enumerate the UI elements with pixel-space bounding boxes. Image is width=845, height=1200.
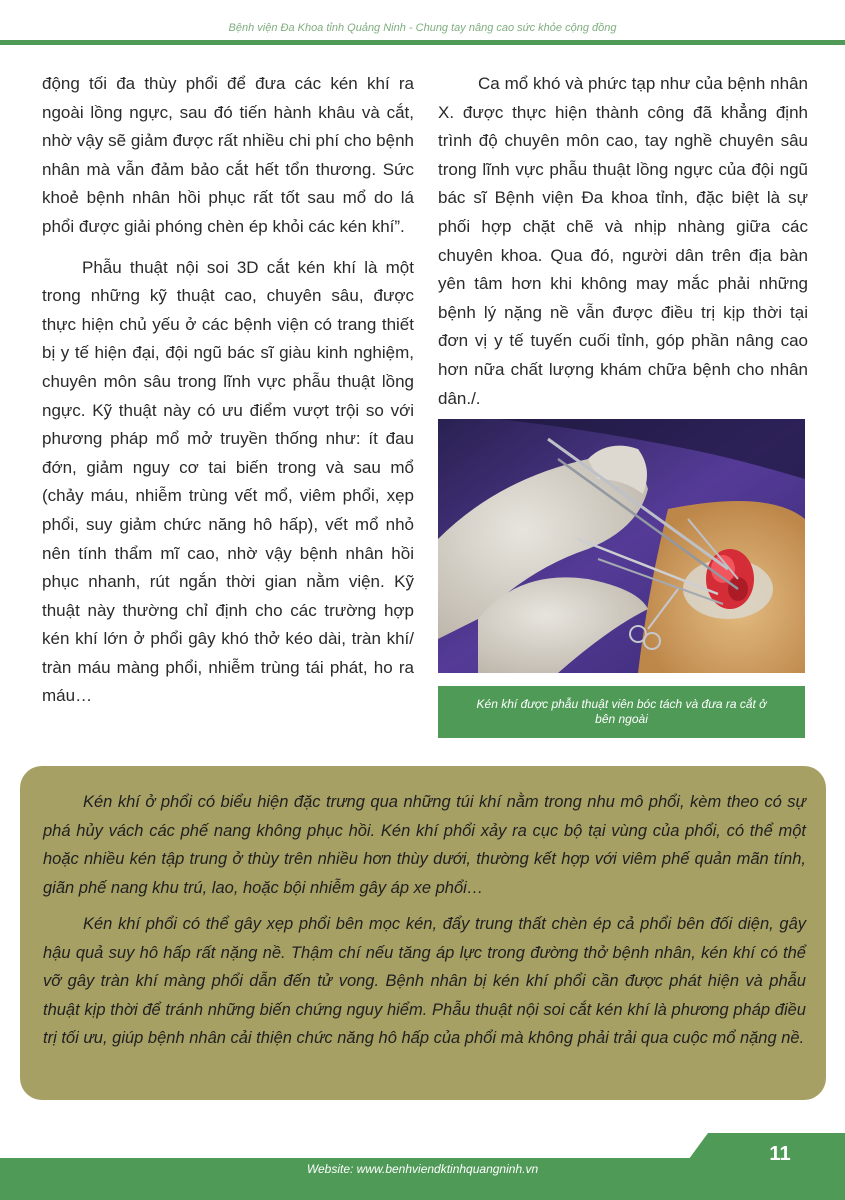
photo-caption: Kén khí được phẫu thuật viên bóc tách và đưa ra cắt ở bên ngoài — [438, 686, 805, 738]
surgery-photo-illustration — [438, 419, 805, 673]
right-paragraph-1: Ca mổ khó và phức tạp như của bệnh nhân X. được thực hiện thành công đã khẳng định trình độ chuyên môn cao, tay nghề chuyên sâu trong lĩnh vực phẫu thuật lồng ngực của đội ngũ bác sĩ Bệnh viện Đa khoa tỉnh, đặc biệt là sự phối hợp chặt chẽ và nhịp nhàng giữa các chuyên khoa. Qua đó, người dân trên địa bàn yên tâm hơn khi không may mắc phải những bệnh lý nặng nề vẫn được điều trị kịp thời tại đơn vị y tế tuyến cuối tỉnh, góp phần nâng cao hơn nữa chất lượng khám chữa bệnh cho nhân dân./. — [438, 74, 808, 408]
callout-paragraph-2: Kén khí phổi có thể gây xẹp phổi bên mọc kén, đẩy trung thất chèn ép cả phổi bên đối diện, gây hậu quả suy hô hấp rất nặng nề. Thậm chí nếu tăng áp lực trong đường thở bệnh nhân, kén khí có thể vỡ gây tràn khí màng phổi dẫn đến tử vong. Bệnh nhân bị kén khí phổi cần được phát hiện và phẫu thuật kịp thời để tránh những biến chứng nguy hiểm. Phẫu thuật nội soi cắt kén khí là phương pháp điều trị tối ưu, giúp bệnh nhân cải thiện chức năng hô hấp của phổi mà không phải trải qua cuộc mổ nặng nề. — [43, 915, 806, 1047]
right-column — [438, 70, 808, 413]
surgery-photo — [438, 419, 805, 673]
left-column — [42, 70, 414, 711]
footer-website: Website: www.benhviendktinhquangninh.vn — [306, 1162, 539, 1176]
header-divider — [0, 40, 845, 45]
running-header: Bệnh viện Đa Khoa tỉnh Quảng Ninh - Chung tay nâng cao sức khỏe cộng đồng — [228, 22, 617, 34]
page-number: 11 — [769, 1143, 791, 1165]
info-callout-box — [20, 766, 826, 1100]
callout-paragraph-1: Kén khí ở phổi có biểu hiện đặc trưng qua những túi khí nằm trong nhu mô phổi, kèm theo có sự phá hủy vách các phế nang không phục hồi. Kén khí phổi xảy ra cục bộ tại vùng của phổi, có thể một hoặc nhiều kén tập trung ở thùy trên nhiều hơn thùy dưới, thường kết hợp với viêm phế quản mãn tính, giãn phế nang khu trú, lao, hoặc bội nhiễm gây áp xe phổi… — [43, 793, 806, 897]
left-paragraph-1: động tối đa thùy phổi để đưa các kén khí ra ngoài lồng ngực, sau đó tiến hành khâu và cắt, nhờ vậy sẽ giảm được rất nhiều chi phí cho bệnh nhân mà vẫn đảm bảo cắt hết tổn thương. Sức khoẻ bệnh nhân hồi phục rất tốt sau mổ do lá phổi được giải phóng chèn ép khỏi các kén khí”. — [42, 74, 414, 236]
left-paragraph-2: Phẫu thuật nội soi 3D cắt kén khí là một trong những kỹ thuật cao, chuyên sâu, được thực hiện chủ yếu ở các bệnh viện có trang thiết bị y tế hiện đại, đội ngũ bác sĩ giàu kinh nghiệm, chuyên môn sâu trong lĩnh vực phẫu thuật lồng ngực. Kỹ thuật này có ưu điểm vượt trội so với phương pháp mổ mở truyền thống như: ít đau đớn, giảm nguy cơ tai biến trong và sau mổ (chảy máu, nhiễm trùng vết mổ, viêm phổi, xẹp phổi, suy giảm chức năng hô hấp), vết mổ nhỏ nên tính thẩm mĩ cao, nhờ vậy bệnh nhân hồi phục nhanh, rút ngắn thời gian nằm viện. Kỹ thuật này thường chỉ định cho các trường hợp kén khí lớn ở phổi gây khó thở kéo dài, tràn khí/ tràn máu màng phổi, nhiễm trùng tái phát, ho ra máu… — [42, 257, 414, 706]
